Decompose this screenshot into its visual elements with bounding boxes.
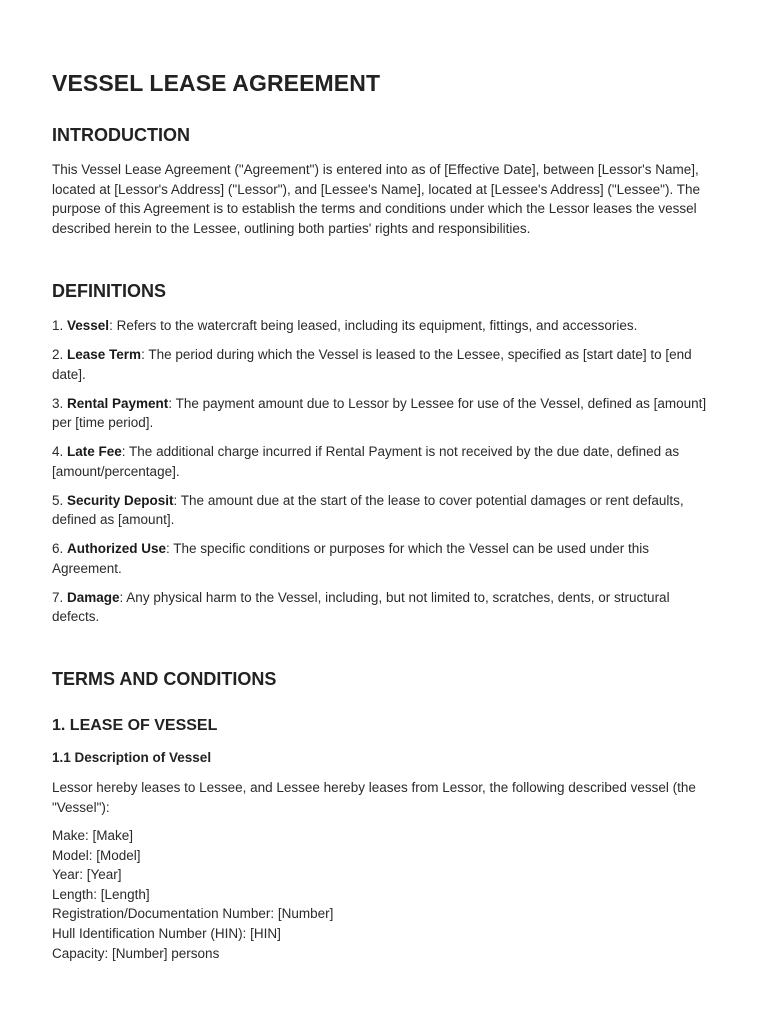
definition-term: Authorized Use xyxy=(67,541,167,556)
definition-term: Late Fee xyxy=(67,444,122,459)
section-1-heading: 1. LEASE OF VESSEL xyxy=(52,717,218,734)
document-title: VESSEL LEASE AGREEMENT xyxy=(52,70,381,96)
definition-item: 1. Vessel: Refers to the watercraft being leased, including its equipment, fittings, and accessories. xyxy=(52,318,638,333)
definitions-heading: DEFINITIONS xyxy=(52,281,167,301)
vessel-spec-model: Model: [Model] xyxy=(52,847,141,863)
section-1-1-text: Lessor hereby leases to Lessee, and Lessee hereby leases from Lessor, the following described vessel (the "Vessel"): xyxy=(52,780,696,815)
definition-term: Vessel xyxy=(67,318,110,333)
vessel-specs-list xyxy=(52,826,720,963)
definition-term: Rental Payment xyxy=(67,395,169,411)
vessel-spec-hin: Hull Identification Number (HIN): [HIN] xyxy=(52,925,281,941)
vessel-spec-make: Make: [Make] xyxy=(52,828,134,843)
vessel-spec-year: Year: [Year] xyxy=(52,867,122,883)
section-1-1-subheading: 1.1 Description of Vessel xyxy=(52,750,212,765)
vessel-spec-registration: Registration/Documentation Number: [Number] xyxy=(52,906,334,922)
definition-item: 4. Late Fee: The additional charge incurred if Rental Payment is not received by the due date, defined as [amount/percentage]. xyxy=(52,444,680,479)
introduction-text: This Vessel Lease Agreement ("Agreement") is entered into as of [Effective Date], between [Lessor's Name], located at [Lessor's Address] ("Lessor"), and [Lessee's Name], located at [Lessee's Address] ("Lessee"). The purpose of this Agreement is to establish the terms and conditions under which the Lessor leases the vessel described herein to the Lessee, outlining both parties' rights and responsibilities. xyxy=(52,162,700,236)
introduction-heading: INTRODUCTION xyxy=(52,125,190,145)
definition-term: Lease Term xyxy=(67,347,142,362)
vessel-spec-capacity: Capacity: [Number] persons xyxy=(52,945,220,961)
definition-item: 5. Security Deposit: The amount due at the start of the lease to cover potential damages or rent defaults, defined as [amount]. xyxy=(52,492,684,527)
terms-heading: TERMS AND CONDITIONS xyxy=(52,669,277,689)
definition-item: 7. Damage: Any physical harm to the Vessel, including, but not limited to, scratches, dents, or structural defects. xyxy=(52,589,670,624)
definition-item: 2. Lease Term: The period during which the Vessel is leased to the Lessee, specified as [start date] to [end date]. xyxy=(52,347,692,382)
definition-term: Damage xyxy=(67,589,120,605)
definition-item: 6. Authorized Use: The specific conditions or purposes for which the Vessel can be used under this Agreement. xyxy=(52,541,650,576)
definitions-list xyxy=(52,316,720,636)
definition-item: 3. Rental Payment: The payment amount due to Lessor by Lessee for use of the Vessel, defined as [amount] per [time period]. xyxy=(52,395,707,430)
definition-term: Security Deposit xyxy=(67,492,174,508)
vessel-spec-length: Length: [Length] xyxy=(52,886,150,902)
